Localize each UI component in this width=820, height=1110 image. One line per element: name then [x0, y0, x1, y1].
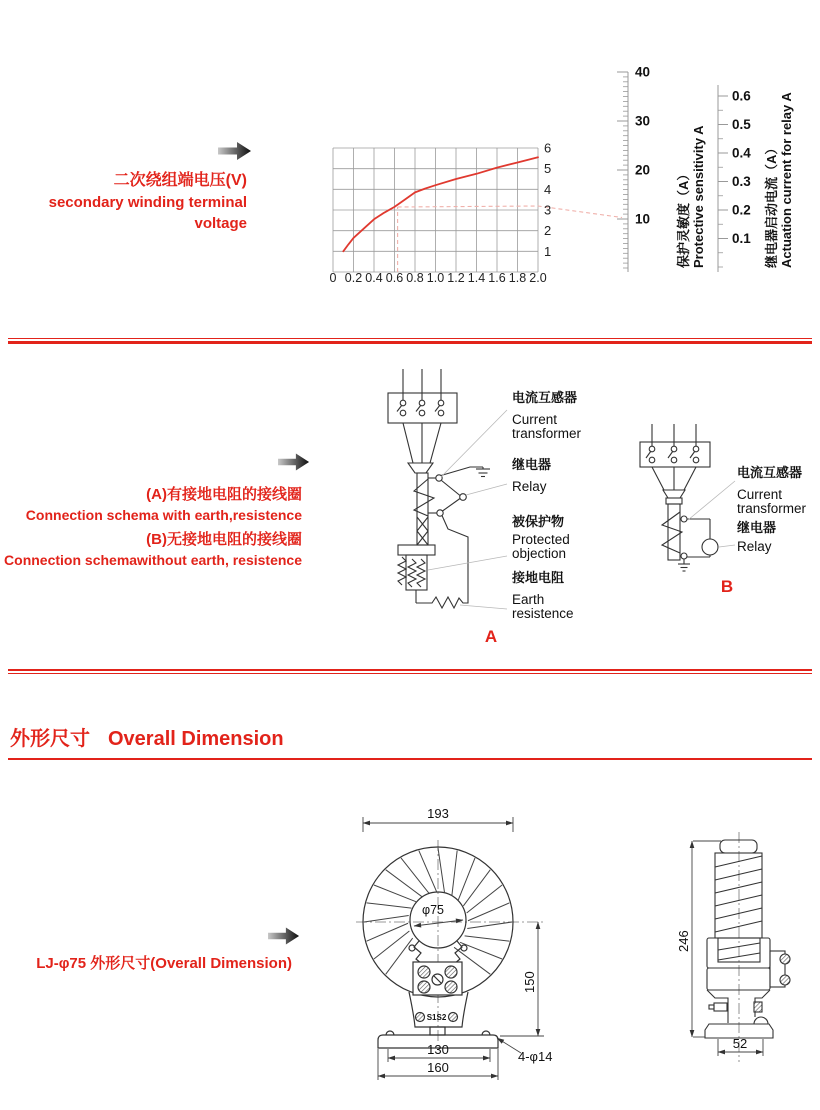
label-current-transformer-en2: transformer — [512, 426, 582, 441]
svg-text:40: 40 — [635, 64, 651, 80]
label-current-transformer-zh: 电流互感器 — [737, 465, 803, 480]
dim-inner: 130 — [427, 1042, 449, 1057]
schema-a-labels — [511, 390, 582, 621]
product-dimension-caption: LJ-φ75 外形尺寸(Overall Dimension) — [36, 955, 292, 972]
dimension-heading-zh: 外形尺寸 — [10, 728, 90, 750]
label-protected-en2: objection — [512, 546, 567, 561]
arrow-right-icon — [278, 451, 310, 473]
dim-width: 193 — [427, 806, 449, 821]
svg-text:1: 1 — [544, 243, 552, 259]
dimension-heading-en: Overall Dimension — [108, 728, 284, 750]
svg-text:0.4: 0.4 — [365, 271, 383, 285]
svg-text:0.8: 0.8 — [406, 271, 424, 285]
actuation-scale-labels — [732, 89, 751, 247]
schema-b-drawing — [640, 424, 718, 571]
schema-a-tag: A — [484, 627, 498, 646]
label-current-transformer-en1: Current — [737, 487, 783, 502]
svg-text:2.0: 2.0 — [529, 271, 547, 285]
front-dimensions — [363, 817, 544, 1080]
svg-text:10: 10 — [635, 211, 651, 227]
schema-b-leader-lines — [688, 481, 735, 547]
section-divider — [8, 338, 812, 339]
schema-b-caption-zh: (B)无接地电阻的接线圈 — [146, 531, 302, 548]
arrow-right-icon — [268, 925, 300, 947]
svg-text:20: 20 — [635, 162, 651, 178]
sensitivity-axis-title-en: Protective sensitivity A — [691, 125, 706, 268]
terminal-marking: S1S2 — [426, 1013, 447, 1022]
svg-text:6: 6 — [544, 140, 552, 156]
dimension-heading — [10, 722, 284, 751]
svg-text:5: 5 — [544, 161, 552, 177]
schema-a-caption-en: Connection schema with earth,resistence — [25, 507, 302, 523]
label-current-transformer-zh: 电流互感器 — [512, 390, 578, 405]
chart-x-labels — [330, 271, 547, 285]
label-relay-en: Relay — [737, 539, 772, 554]
side-view-drawing — [655, 810, 820, 1070]
schema-a-caption-zh: (A)有接地电阻的接线圈 — [146, 486, 302, 503]
actuation-scale — [718, 85, 728, 272]
chart-grid — [333, 148, 538, 272]
sensitivity-axis-title-zh: 保护灵敏度（A） — [676, 167, 691, 268]
voltage-curve — [343, 157, 538, 251]
dim-width: 52 — [732, 1036, 748, 1051]
side-dimension-labels — [676, 930, 747, 1051]
svg-text:0.1: 0.1 — [732, 231, 751, 246]
label-current-transformer-en2: transformer — [737, 501, 807, 516]
chart-caption-zh: 二次绕组端电压(V) — [113, 172, 247, 189]
svg-text:0.4: 0.4 — [732, 145, 751, 161]
schema-b-diagram — [600, 420, 820, 605]
dim-hole: φ75 — [421, 903, 445, 917]
svg-text:0.2: 0.2 — [732, 202, 751, 218]
chart-caption-en: secondary winding terminal voltage — [48, 194, 247, 232]
arrow-right-icon — [218, 140, 252, 162]
schema-a-diagram — [360, 365, 605, 660]
svg-text:30: 30 — [635, 113, 651, 129]
section-divider — [8, 673, 812, 674]
section-divider — [8, 669, 812, 671]
svg-text:3: 3 — [544, 202, 552, 218]
actuation-axis-title-en: Actuation current for relay A — [779, 92, 794, 268]
label-relay-en: Relay — [512, 479, 547, 494]
section-divider — [8, 341, 812, 344]
svg-text:0.6: 0.6 — [732, 88, 751, 104]
svg-text:1.2: 1.2 — [447, 271, 465, 285]
label-current-transformer-en1: Current — [512, 412, 558, 427]
svg-text:2: 2 — [544, 223, 552, 239]
svg-text:4: 4 — [544, 181, 552, 197]
label-earth-en1: Earth — [512, 592, 545, 607]
svg-text:1.0: 1.0 — [426, 271, 445, 285]
front-view-drawing — [330, 790, 590, 1095]
sensitivity-scale-labels — [635, 65, 650, 227]
label-protected-en1: Protected — [512, 532, 570, 547]
schema-b-tag: B — [720, 577, 734, 596]
label-earth-en2: resistence — [512, 606, 574, 621]
svg-text:0.5: 0.5 — [732, 117, 751, 132]
voltage-nomogram-chart — [320, 60, 820, 300]
label-relay-zh: 继电器 — [737, 520, 777, 535]
svg-text:0: 0 — [329, 271, 337, 285]
schema-b-labels — [737, 465, 807, 554]
side-body — [705, 840, 790, 1038]
label-protected-zh: 被保护物 — [512, 514, 565, 529]
heading-underline — [8, 758, 812, 760]
chart-caption — [0, 170, 247, 234]
label-relay-zh: 继电器 — [512, 457, 552, 472]
chart-y-labels — [544, 141, 551, 259]
schema-a-drawing — [388, 369, 490, 608]
label-earth-zh: 接地电阻 — [512, 570, 565, 585]
dim-holes: 4-φ14 — [518, 1049, 553, 1064]
dim-outer: 160 — [427, 1060, 449, 1075]
svg-text:1.6: 1.6 — [488, 271, 506, 285]
sensitivity-scale — [617, 72, 628, 272]
front-centerlines — [356, 840, 546, 1042]
dim-height: 150 — [522, 971, 537, 993]
svg-text:1.4: 1.4 — [467, 271, 486, 285]
svg-text:0.6: 0.6 — [385, 271, 404, 285]
svg-text:0.3: 0.3 — [732, 174, 751, 189]
svg-text:1.8: 1.8 — [508, 271, 527, 285]
dim-height: 246 — [676, 930, 691, 952]
schema-b-caption-en: Connection schemawithout earth, resistence — [4, 552, 302, 568]
svg-text:0.2: 0.2 — [344, 271, 363, 285]
reference-dashed-line — [398, 206, 622, 272]
actuation-axis-title-zh: 继电器启动电流（A） — [764, 141, 779, 268]
schema-caption — [0, 484, 302, 570]
